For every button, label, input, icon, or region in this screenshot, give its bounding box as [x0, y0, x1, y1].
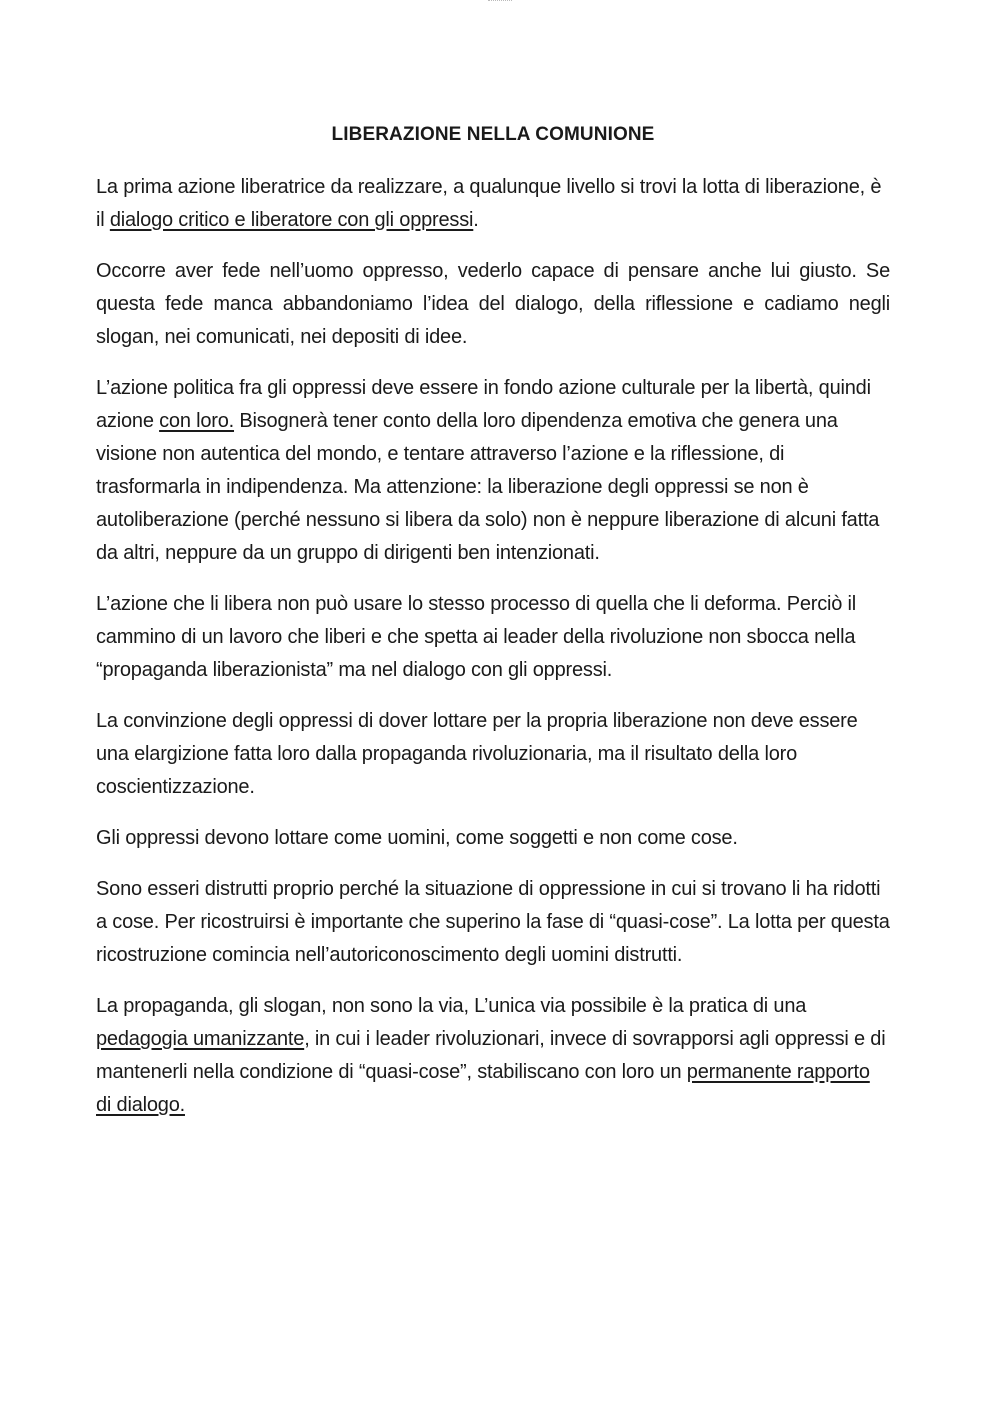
- paragraph-7: Sono esseri distrutti proprio perché la situazione di oppressione in cui si trovano li ha ridotti a cose. Per ricostruirsi è importante che superino la fase di “quasi-cose”. La lotta per questa ricostruzione comincia nell’autoriconoscimento degli uomini distrutti.: [96, 878, 890, 966]
- header-mark: [488, 0, 512, 4]
- paragraph-8-underlined-1: pedagogia umanizzante: [96, 1028, 305, 1050]
- paragraph-1-underlined: dialogo critico e liberatore con gli oppressi: [109, 209, 474, 231]
- paragraph-1: [96, 171, 890, 237]
- paragraph-1-text-a: La prima azione liberatrice da realizzare, a qualunque livello si trovi la lotta di liberazione, è il: [96, 176, 882, 231]
- paragraph-3-text-b: Bisognerà tener conto della loro dipendenza emotiva che genera una visione non autentica del mondo, e tentare attraverso l’azione e la riflessione, di trasformarla in indipendenza. Ma attenzione: la liberazione degli oppressi se non è autoliberazione (perché nessuno si libera da solo) non è neppure liberazione di alcuni fatta da altri, neppure da un gruppo di dirigenti ben intenzionati.: [96, 410, 880, 564]
- paragraph-3: [96, 372, 890, 570]
- paragraph-8-underlined-2: permanente rapporto di dialogo.: [96, 1061, 870, 1116]
- document-title: LIBERAZIONE NELLA COMUNIONE: [331, 124, 655, 145]
- paragraph-6: Gli oppressi devono lottare come uomini, come soggetti e non come cose.: [96, 827, 738, 849]
- paragraph-3-text-a: L’azione politica fra gli oppressi deve essere in fondo azione culturale per la libertà, quindi azione: [96, 377, 871, 432]
- paragraph-5: La convinzione degli oppressi di dover lottare per la propria liberazione non deve essere una elargizione fatta loro dalla propaganda rivoluzionaria, ma il risultato della loro coscientizzazione.: [96, 710, 858, 798]
- paragraph-8: [96, 990, 890, 1122]
- document-page: [96, 122, 890, 1140]
- paragraph-4: L’azione che li libera non può usare lo stesso processo di quella che li deforma. Perciò il cammino di un lavoro che liberi e che spetta ai leader della rivoluzione non sbocca nella “propaganda liberazionista” ma nel dialogo con gli oppressi.: [96, 593, 857, 681]
- paragraph-3-underlined: con loro.: [159, 410, 235, 432]
- paragraph-1-text-b: .: [473, 209, 479, 231]
- paragraph-8-text-b: , in cui i leader rivoluzionari, invece di sovrapporsi agli oppressi e di mantenerli nella condizione di “quasi-cose”, stabiliscano con loro un: [96, 1028, 886, 1083]
- paragraph-8-text-a: La propaganda, gli slogan, non sono la via, L’unica via possibile è la pratica di una: [96, 995, 807, 1017]
- paragraph-2: Occorre aver fede nell’uomo oppresso, vederlo capace di pensare anche lui giusto. Se questa fede manca abbandoniamo l’idea del dialogo, della riflessione e cadiamo negli slogan, nei comunicati, nei depositi di idee.: [96, 260, 890, 348]
